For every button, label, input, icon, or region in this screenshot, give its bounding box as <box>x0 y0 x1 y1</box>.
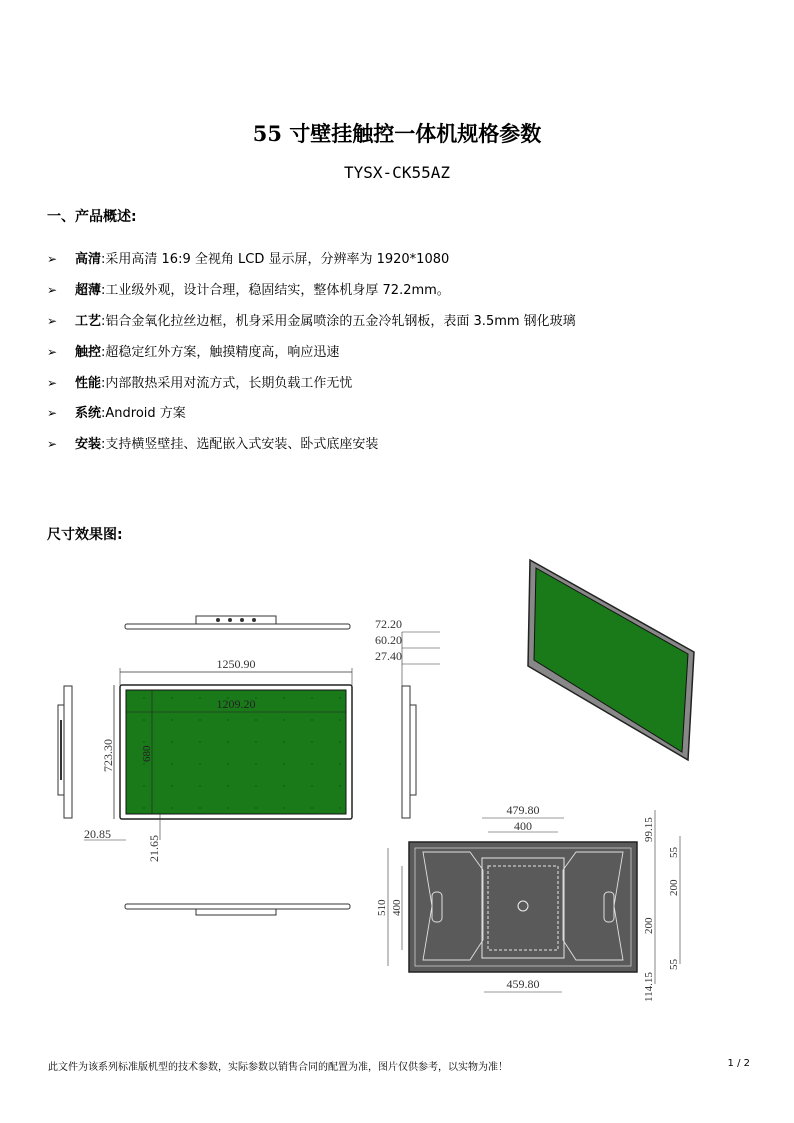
feature-separator: : <box>101 406 106 421</box>
feature-text: 工业级外观，设计合理，稳固结实，整体机身厚 72.2mm。 <box>105 283 450 298</box>
dim-rear-bottom-width: 459.80 <box>506 977 540 991</box>
feature-separator: : <box>101 376 106 391</box>
feature-separator: : <box>101 314 106 329</box>
dim-rear-r4: 55 <box>668 959 680 970</box>
feature-item <box>47 310 576 329</box>
dim-active-width: 1209.20 <box>216 697 256 711</box>
feature-separator: : <box>101 283 106 298</box>
feature-text: 采用高清 16:9 全视角 LCD 显示屏，分辨率为 1920*1080 <box>105 252 450 267</box>
feature-separator: : <box>101 252 106 267</box>
dim-rear-r2: 200 <box>668 879 680 896</box>
bullet-arrow-icon: ➢ <box>47 283 58 297</box>
bullet-arrow-icon: ➢ <box>47 406 58 420</box>
dim-overall-height: 723.30 <box>101 739 115 772</box>
dim-rear-bottom-offset: 114.15 <box>643 972 655 1002</box>
front-view <box>84 657 352 862</box>
dim-rear-top-offset: 99.15 <box>643 817 655 842</box>
feature-item <box>47 248 449 267</box>
dim-depth-a: 60.20 <box>375 633 402 647</box>
bullet-arrow-icon: ➢ <box>47 376 58 390</box>
feature-item <box>47 433 378 452</box>
dim-rear-top-width: 479.80 <box>506 803 540 817</box>
footer-note: 此文件为该系列标准版机型的技术参数，实际参数以销售合同的配置为准，图片仅供参考，以实物为准！ <box>48 1062 508 1073</box>
dim-rear-height: 510 <box>376 899 388 916</box>
dim-rear-vesa-height: 400 <box>391 899 403 916</box>
feature-key: 系统 <box>75 406 102 421</box>
dim-active-height: 680 <box>141 745 153 762</box>
feature-text: Android 方案 <box>105 406 186 421</box>
dim-overall-width: 1250.90 <box>216 657 256 671</box>
feature-item <box>47 372 352 391</box>
dim-depth-b: 27.40 <box>375 649 402 663</box>
dimension-drawing <box>0 540 794 1050</box>
feature-item <box>47 341 339 360</box>
feature-key: 安装 <box>75 437 102 452</box>
feature-item <box>47 279 450 298</box>
dim-rear-vesa-width: 400 <box>514 819 532 833</box>
feature-key: 性能 <box>75 376 102 391</box>
feature-separator: : <box>101 345 106 360</box>
feature-key: 触控 <box>75 345 102 360</box>
section-dimensions-heading: 尺寸效果图: <box>47 527 123 543</box>
rear-view <box>376 803 680 1002</box>
feature-text: 支持横竖壁挂、选配嵌入式安装、卧式底座安装 <box>105 437 379 452</box>
bullet-arrow-icon: ➢ <box>47 437 58 451</box>
page-number: 1 / 2 <box>727 1058 750 1069</box>
bullet-arrow-icon: ➢ <box>47 345 58 359</box>
isometric-view <box>528 560 694 760</box>
feature-item <box>47 402 186 421</box>
dim-rear-r3: 200 <box>643 917 655 934</box>
feature-text: 内部散热采用对流方式，长期负载工作无忧 <box>105 376 353 391</box>
top-view <box>125 616 350 629</box>
bullet-arrow-icon: ➢ <box>47 314 58 328</box>
model-number: TYSX-CK55AZ <box>344 163 450 182</box>
feature-separator: : <box>101 437 106 452</box>
feature-key: 超薄 <box>75 283 102 298</box>
doc-title: 55 寸壁挂触控一体机规格参数 <box>252 121 542 146</box>
feature-text: 铝合金氧化拉丝边框，机身采用金属喷涂的五金冷轧钢板，表面 3.5mm 钢化玻璃 <box>105 314 576 329</box>
right-side-view <box>375 617 440 818</box>
feature-key: 高清 <box>75 252 102 267</box>
dim-thickness: 72.20 <box>375 617 402 631</box>
bullet-arrow-icon: ➢ <box>47 252 58 266</box>
dim-bottom-bezel: 21.65 <box>147 835 161 862</box>
dim-side-bezel: 20.85 <box>84 827 111 841</box>
feature-key: 工艺 <box>75 314 102 329</box>
left-side-view <box>58 686 72 818</box>
bottom-view <box>125 904 350 915</box>
feature-text: 超稳定红外方案，触摸精度高，响应迅速 <box>105 345 340 360</box>
dim-rear-r1: 55 <box>668 847 680 858</box>
section-overview-heading: 一、产品概述: <box>47 209 137 225</box>
